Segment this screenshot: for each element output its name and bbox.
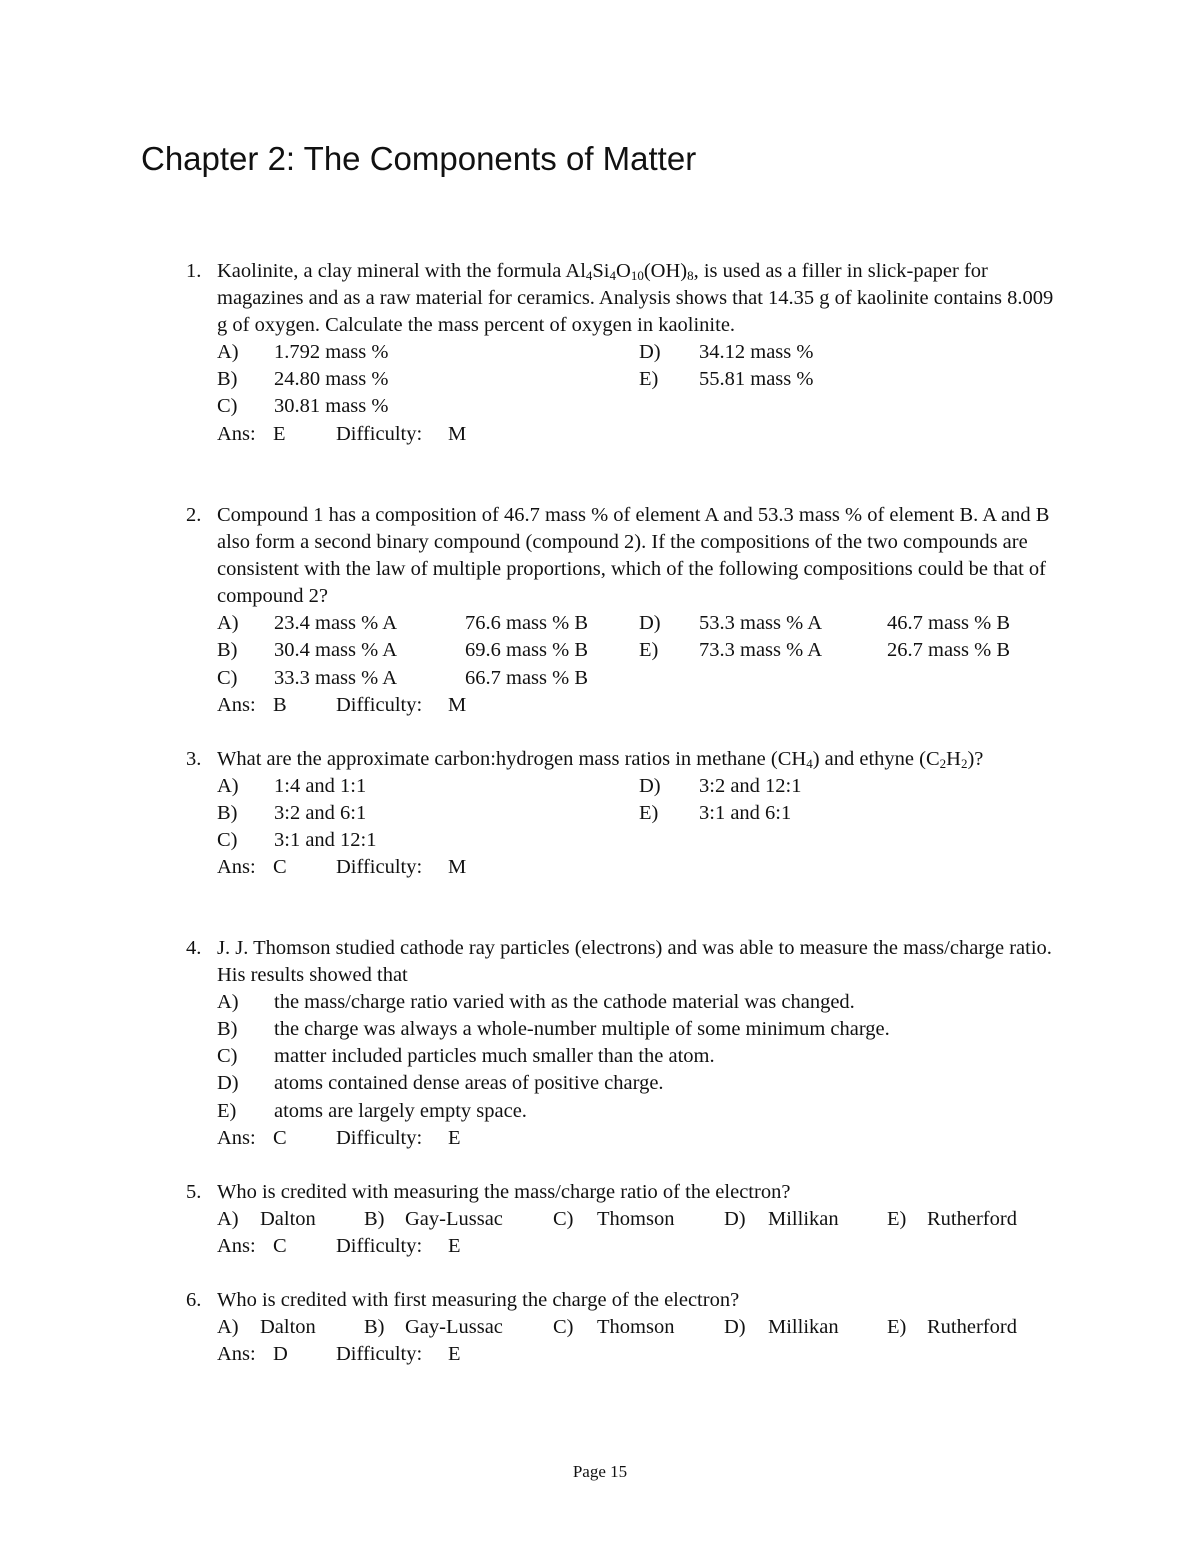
answer-label: Ans: — [217, 422, 256, 445]
option-row — [217, 773, 1056, 800]
difficulty-label: Difficulty: — [336, 1126, 423, 1149]
question-stem: What are the approximate carbon:hydrogen mass ratios in methane $(CH_4)$ and ethyne $(C_2H_2)$? — [217, 748, 984, 771]
option-text: Dalton — [260, 1316, 316, 1339]
option-letter: C) — [217, 666, 238, 689]
option-letter: D) — [639, 775, 661, 798]
option-text: 53.3 mass % A — [699, 612, 822, 635]
option-text: Dalton — [260, 1208, 316, 1231]
difficulty-label: Difficulty: — [336, 1343, 423, 1366]
option-text: Millikan — [768, 1316, 839, 1339]
answer-value: C — [273, 856, 287, 879]
option-letter: D) — [639, 341, 661, 364]
option-row — [217, 1070, 1056, 1097]
answer-line — [217, 1125, 1056, 1152]
option-letter: A) — [217, 341, 239, 364]
answer-label: Ans: — [217, 693, 256, 716]
option-row — [217, 1043, 1056, 1070]
difficulty-label: Difficulty: — [336, 693, 423, 716]
difficulty-value: M — [448, 856, 467, 879]
answer-label: Ans: — [217, 1343, 256, 1366]
question-number: 2. — [186, 504, 202, 526]
option-letter: C) — [553, 1316, 574, 1339]
option-text: atoms contained dense areas of positive charge. — [274, 1072, 664, 1095]
option-letter: C) — [217, 1045, 238, 1068]
question-number: 6. — [186, 1289, 202, 1311]
option-row — [217, 339, 1056, 366]
option-text: Thomson — [597, 1208, 675, 1231]
question-4 — [186, 935, 1056, 1152]
answer-line — [217, 854, 1056, 881]
difficulty-value: M — [448, 422, 467, 445]
question-stem: Compound 1 has a composition of 46.7 mass % of element A and 53.3 mass % of element B. A and B also form a second binary compound (compound 2). If the compositions of the two compounds are consistent with the law of multiple proportions, which of the following compositions could be that of compound 2? — [217, 504, 1050, 608]
question-stem: Who is credited with first measuring the charge of the electron? — [217, 1289, 740, 1311]
option-text: atoms are largely empty space. — [274, 1099, 527, 1122]
option-text: 3:2 and 12:1 — [699, 775, 802, 798]
option-text: 1:4 and 1:1 — [274, 775, 367, 798]
option-row — [217, 1206, 1056, 1233]
answer-line — [217, 1341, 1056, 1368]
option-letter: D) — [217, 1072, 239, 1095]
option-text: 23.4 mass % A — [274, 612, 397, 635]
option-letter: B) — [217, 802, 238, 825]
answer-label: Ans: — [217, 1235, 256, 1258]
option-letter: A) — [217, 612, 239, 635]
option-text: 30.4 mass % A — [274, 639, 397, 662]
question-3 — [186, 746, 1056, 881]
option-text: 76.6 mass % B — [465, 612, 588, 635]
option-letter: B) — [364, 1316, 385, 1339]
answer-value: C — [273, 1235, 287, 1258]
page-title: Chapter 2: The Components of Matter — [141, 140, 697, 177]
option-letter: E) — [887, 1316, 907, 1339]
option-text: 3:1 and 6:1 — [699, 802, 792, 825]
answer-value: E — [273, 422, 286, 445]
answer-line — [217, 1233, 1056, 1260]
question-stem: J. J. Thomson studied cathode ray particles (electrons) and was able to measure the mass/charge ratio. His results showed that — [217, 937, 1052, 987]
option-text: 73.3 mass % A — [699, 639, 822, 662]
question-number: 1. — [186, 260, 202, 282]
question-number: 4. — [186, 937, 202, 959]
difficulty-label: Difficulty: — [336, 1235, 423, 1258]
option-letter: B) — [217, 1018, 238, 1041]
option-text: 1.792 mass % — [274, 341, 389, 364]
option-letter: C) — [217, 829, 238, 852]
option-letter: A) — [217, 1208, 239, 1231]
question-stem: Kaolinite, a clay mineral with the formula $Al_4Si_4O_{10}(OH)_8$, is used as a filler in slick-paper for magazines and as a raw material for ceramics. Analysis shows that 14.35 g of kaolinite contains 8.009 g of oxygen. Calculate the mass percent of oxygen in kaolinite. — [217, 260, 1054, 337]
page-number: Page 15 — [572, 1462, 628, 1481]
option-letter: E) — [217, 1099, 237, 1122]
option-text: Gay-Lussac — [405, 1208, 503, 1231]
option-text: matter included particles much smaller than the atom. — [274, 1045, 715, 1068]
option-letter: B) — [217, 368, 238, 391]
difficulty-label: Difficulty: — [336, 856, 423, 879]
question-stem: Who is credited with measuring the mass/charge ratio of the electron? — [217, 1181, 791, 1203]
question-number: 3. — [186, 748, 202, 770]
difficulty-value: M — [448, 693, 467, 716]
option-text: 3:2 and 6:1 — [274, 802, 367, 825]
question-5 — [186, 1179, 1056, 1260]
option-text: Thomson — [597, 1316, 675, 1339]
option-letter: D) — [724, 1316, 746, 1339]
option-text: 30.81 mass % — [274, 395, 389, 418]
option-row — [217, 989, 1056, 1016]
question-number: 5. — [186, 1181, 202, 1203]
option-letter: B) — [217, 639, 238, 662]
difficulty-label: Difficulty: — [336, 422, 423, 445]
difficulty-value: E — [448, 1343, 461, 1366]
option-letter: B) — [364, 1208, 385, 1231]
question-1 — [186, 258, 1056, 448]
difficulty-value: E — [448, 1126, 461, 1149]
option-letter: D) — [724, 1208, 746, 1231]
option-letter: A) — [217, 775, 239, 798]
answer-value: D — [273, 1343, 288, 1366]
answer-line — [217, 421, 1056, 448]
answer-value: B — [273, 693, 287, 716]
option-text: the mass/charge ratio varied with as the cathode material was changed. — [274, 991, 855, 1014]
option-text: 55.81 mass % — [699, 368, 814, 391]
answer-label: Ans: — [217, 856, 256, 879]
option-letter: C) — [217, 395, 238, 418]
option-text: 34.12 mass % — [699, 341, 814, 364]
option-text: Gay-Lussac — [405, 1316, 503, 1339]
answer-line — [217, 692, 1056, 719]
difficulty-value: E — [448, 1235, 461, 1258]
question-2 — [186, 502, 1056, 719]
option-row — [217, 1098, 1056, 1125]
option-row — [217, 827, 1056, 854]
answer-label: Ans: — [217, 1126, 256, 1149]
option-row — [217, 610, 1056, 637]
option-letter: E) — [639, 639, 659, 662]
option-text: 69.6 mass % B — [465, 639, 588, 662]
option-row — [217, 1016, 1056, 1043]
option-row — [217, 800, 1056, 827]
option-text: 3:1 and 12:1 — [274, 829, 377, 852]
option-row — [217, 1314, 1056, 1341]
option-text: Rutherford — [927, 1316, 1017, 1339]
option-text: Rutherford — [927, 1208, 1017, 1231]
option-text: 66.7 mass % B — [465, 666, 588, 689]
option-row — [217, 366, 1056, 393]
option-text: the charge was always a whole-number multiple of some minimum charge. — [274, 1018, 890, 1041]
option-text: 26.7 mass % B — [887, 639, 1010, 662]
option-letter: E) — [639, 802, 659, 825]
option-text: 46.7 mass % B — [887, 612, 1010, 635]
option-text: Millikan — [768, 1208, 839, 1231]
option-letter: C) — [553, 1208, 574, 1231]
option-letter: D) — [639, 612, 661, 635]
option-letter: A) — [217, 1316, 239, 1339]
option-row — [217, 393, 1056, 420]
option-letter: E) — [639, 368, 659, 391]
option-text: 24.80 mass % — [274, 368, 389, 391]
question-6 — [186, 1287, 1056, 1368]
option-letter: A) — [217, 991, 239, 1014]
option-row — [217, 637, 1056, 664]
option-letter: E) — [887, 1208, 907, 1231]
option-row — [217, 665, 1056, 692]
answer-value: C — [273, 1126, 287, 1149]
option-text: 33.3 mass % A — [274, 666, 397, 689]
